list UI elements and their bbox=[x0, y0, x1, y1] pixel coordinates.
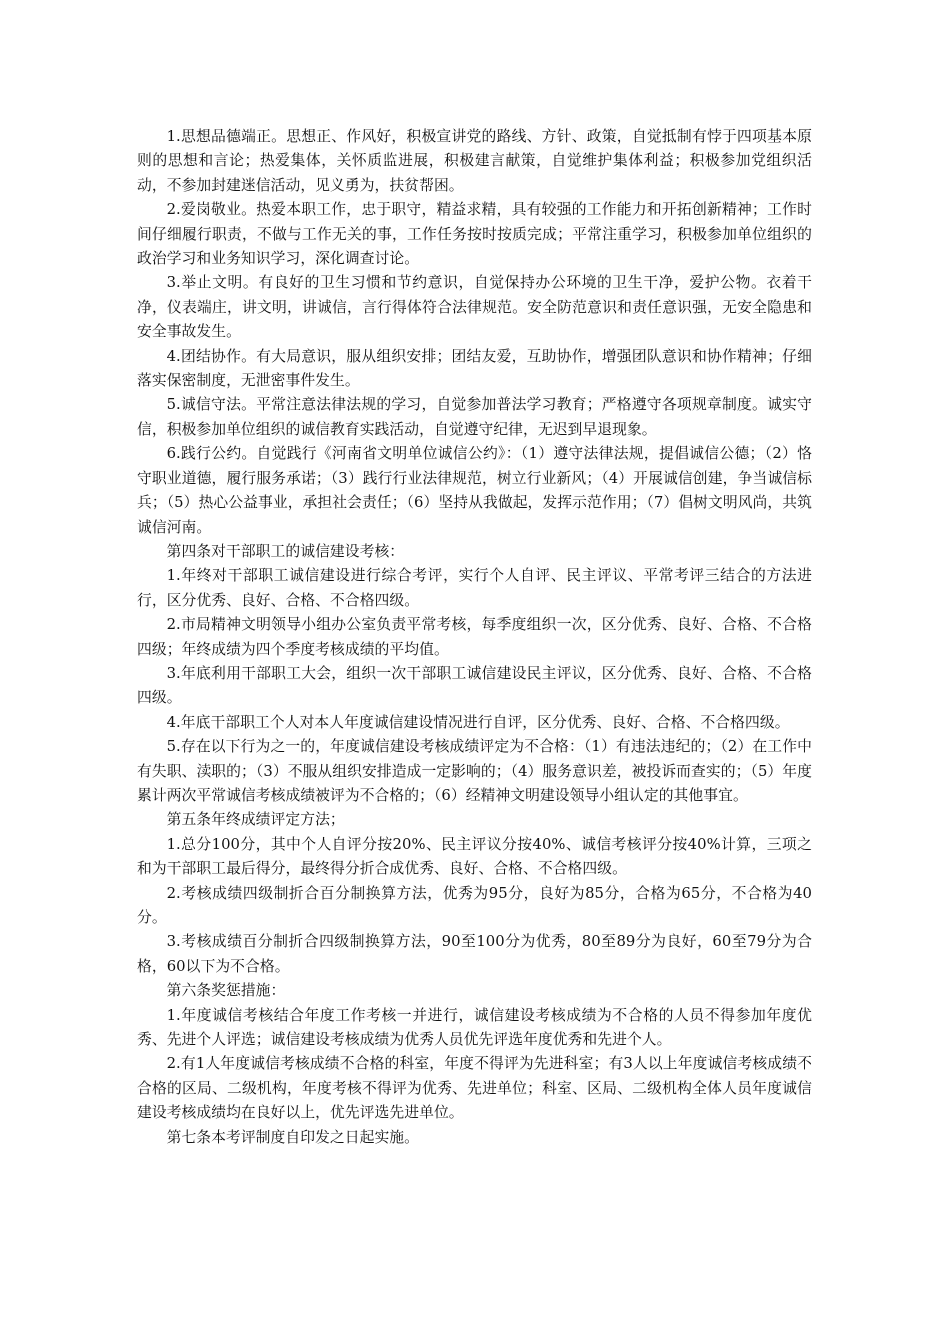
paragraph-18: 1.年度诚信考核结合年度工作考核一并进行，诚信建设考核成绩为不合格的人员不得参加年度优秀、先进个人评选；诚信建设考核成绩为优秀人员优先评选年度优秀和先进个人。 bbox=[137, 1006, 812, 1049]
paragraph-10: 3.年底利用干部职工大会，组织一次干部职工诚信建设民主评议，区分优秀、良好、合格、不合格四级。 bbox=[137, 664, 812, 707]
paragraph-6: 6.践行公约。自觉践行《河南省文明单位诚信公约》：（1）遵守法律法规，提倡诚信公德；（2）恪守职业道德，履行服务承诺；（3）践行行业法律规范，树立行业新风；（4）开展诚信创建，争当诚信标兵；（5）热心公益事业，承担社会责任；（6）坚持从我做起，发挥示范作用；（7）倡树文明风尚，共筑诚信河南。 bbox=[137, 445, 812, 536]
paragraph-12: 5.存在以下行为之一的，年度诚信建设考核成绩评定为不合格：（1）有违法违纪的；（2）在工作中有失职、渎职的；（3）不服从组织安排造成一定影响的；（4）服务意识差，被投诉而查实的；（5）年度累计两次平常诚信考核成绩被评为不合格的；（6）经精神文明建设领导小组认定的其他事宜。 bbox=[137, 738, 812, 804]
paragraph-14: 1.总分100分，其中个人自评分按20%、民主评议分按40%、诚信考核评分按40%计算，三项之和为干部职工最后得分，最终得分折合成优秀、良好、合格、不合格四级。 bbox=[137, 835, 812, 878]
paragraph-4: 4.团结协作。有大局意识，服从组织安排；团结友爱，互助协作，增强团队意识和协作精神；仔细落实保密制度，无泄密事件发生。 bbox=[137, 347, 812, 390]
paragraph-1: 1.思想品德端正。思想正、作风好，积极宣讲党的路线、方针、政策，自觉抵制有悖于四项基本原则的思想和言论；热爱集体，关怀质监进展，积极建言献策，自觉维护集体利益；积极参加党组织活动，不参加封建迷信活动，见义勇为，扶贫帮困。 bbox=[137, 128, 812, 194]
paragraph-5: 5.诚信守法。平常注意法律法规的学习，自觉参加普法学习教育；严格遵守各项规章制度。诚实守信，积极参加单位组织的诚信教育实践活动，自觉遵守纪律，无迟到早退现象。 bbox=[137, 396, 812, 438]
paragraph-2: 2.爱岗敬业。热爱本职工作，忠于职守，精益求精，具有较强的工作能力和开拓创新精神；工作时间仔细履行职责，不做与工作无关的事，工作任务按时按质完成；平常注重学习，积极参加单位组织的政治学习和业务知识学习，深化调查讨论。 bbox=[137, 201, 812, 268]
paragraph-11: 4.年底干部职工个人对本人年度诚信建设情况进行自评，区分优秀、良好、合格、不合格四级。 bbox=[166, 713, 790, 731]
paragraph-16: 3.考核成绩百分制折合四级制换算方法，90至100分为优秀，80至89分为良好，60至79分为合格，60以下为不合格。 bbox=[137, 933, 812, 975]
section-heading-article-5: 第五条年终成绩评定方法； bbox=[166, 811, 345, 829]
document-body bbox=[137, 125, 812, 1150]
section-heading-article-6: 第六条奖惩措施： bbox=[166, 982, 286, 1000]
section-heading-article-7: 第七条本考评制度自印发之日起实施。 bbox=[166, 1128, 419, 1146]
paragraph-15: 2.考核成绩四级制折合百分制换算方法，优秀为95分，良好为85分，合格为65分，不合格为40分。 bbox=[137, 884, 812, 926]
paragraph-3: 3.举止文明。有良好的卫生习惯和节约意识，自觉保持办公环境的卫生干净，爱护公物。衣着干净，仪表端庄，讲文明，讲诚信，言行得体符合法律规范。安全防范意识和责任意识强，无安全隐患和安全事故发生。 bbox=[137, 274, 812, 341]
section-heading-article-4: 第四条对干部职工的诚信建设考核： bbox=[166, 542, 405, 560]
paragraph-9: 2.市局精神文明领导小组办公室负责平常考核，每季度组织一次，区分优秀、良好、合格、不合格四级；年终成绩为四个季度考核成绩的平均值。 bbox=[137, 616, 812, 658]
paragraph-8: 1.年终对干部职工诚信建设进行综合考评，实行个人自评、民主评议、平常考评三结合的方法进行，区分优秀、良好、合格、不合格四级。 bbox=[137, 567, 812, 609]
paragraph-19: 2.有1人年度诚信考核成绩不合格的科室，年度不得评为先进科室；有3人以上年度诚信考核成绩不合格的区局、二级机构，年度考核不得评为优秀、先进单位；科室、区局、二级机构全体人员年度诚信建设考核成绩均在良好以上，优先评选先进单位。 bbox=[137, 1055, 812, 1122]
